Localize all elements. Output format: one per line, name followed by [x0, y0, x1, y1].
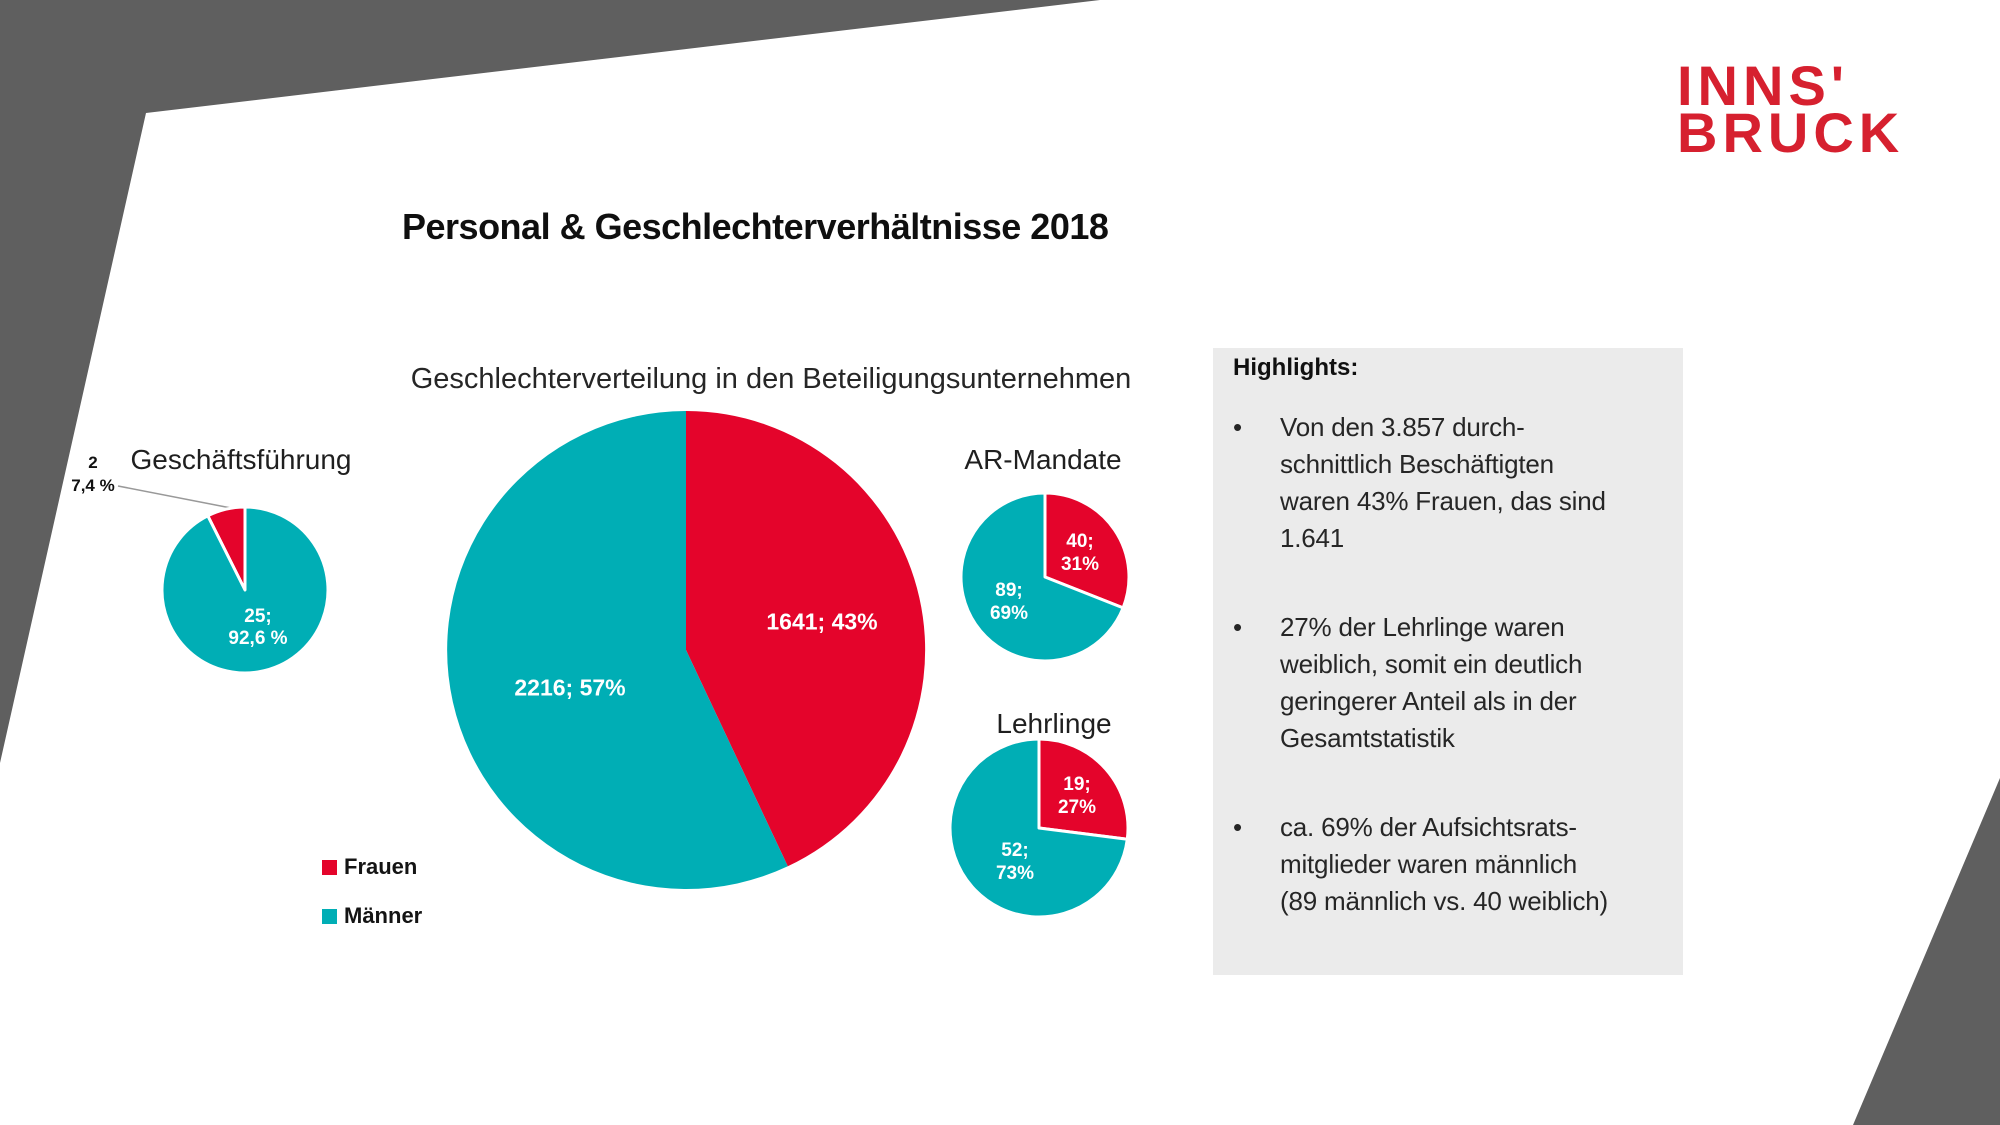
logo-line-1: INNS': [1677, 54, 1850, 117]
pie-label-gesamt-1: 2216; 57%: [514, 674, 626, 701]
pie-title-ar-mandate: AR-Mandate: [964, 444, 1122, 475]
bullet-icon: •: [1233, 612, 1243, 642]
pie-title-geschaeftsfuehrung: Geschäftsführung: [130, 444, 352, 475]
highlight-item: [1233, 609, 1665, 757]
pie-title-lehrlinge: Lehrlinge: [996, 708, 1112, 739]
highlight-item: [1233, 409, 1665, 557]
legend-swatch-maenner: [322, 909, 337, 924]
highlight-text: Von den 3.857 durch- schnittlich Beschäftigten waren 43% Frauen, das sind 1.641: [1280, 412, 1606, 553]
callout-label-geschaeftsfuehrung: 2 7,4 %: [71, 453, 115, 495]
logo-line-2: BRUCK: [1677, 101, 1905, 164]
pie-label-geschaeftsfuehrung-0: 25; 92,6 %: [228, 606, 288, 649]
pie-label-lehrlinge-1: 52; 73%: [995, 840, 1035, 884]
page-title: Personal & Geschlechterverhältnisse 2018: [402, 206, 1109, 247]
pie-label-lehrlinge-0: 19; 27%: [1057, 774, 1097, 818]
legend-label-frauen: Frauen: [344, 854, 418, 879]
legend: [322, 854, 423, 956]
pie-label-ar-mandate-0: 40; 31%: [1060, 531, 1100, 575]
chart-title: Geschlechterverteilung in den Beteiligungsunternehmen: [410, 363, 1132, 395]
pie-label-gesamt-0: 1641; 43%: [766, 608, 878, 635]
highlights-list: [1233, 409, 1665, 920]
highlight-text: 27% der Lehrlinge waren weiblich, somit ein deutlich geringerer Anteil als in der Gesamtstatistik: [1280, 612, 1583, 753]
callout-line-geschaeftsfuehrung: [118, 486, 231, 508]
legend-label-maenner: Männer: [344, 903, 423, 928]
pie-label-ar-mandate-1: 89; 69%: [989, 580, 1029, 624]
highlights-panel: [1213, 348, 1683, 975]
legend-swatch-frauen: [322, 860, 337, 875]
legend-item-frauen: [322, 854, 422, 879]
bullet-icon: •: [1233, 412, 1243, 442]
legend-item-maenner: [322, 903, 423, 928]
highlight-text: ca. 69% der Aufsichtsrats- mitglieder waren männlich (89 männlich vs. 40 weiblich): [1280, 812, 1609, 916]
highlight-item: [1233, 809, 1665, 920]
highlights-title: Highlights:: [1233, 354, 1359, 381]
bullet-icon: •: [1233, 812, 1243, 842]
